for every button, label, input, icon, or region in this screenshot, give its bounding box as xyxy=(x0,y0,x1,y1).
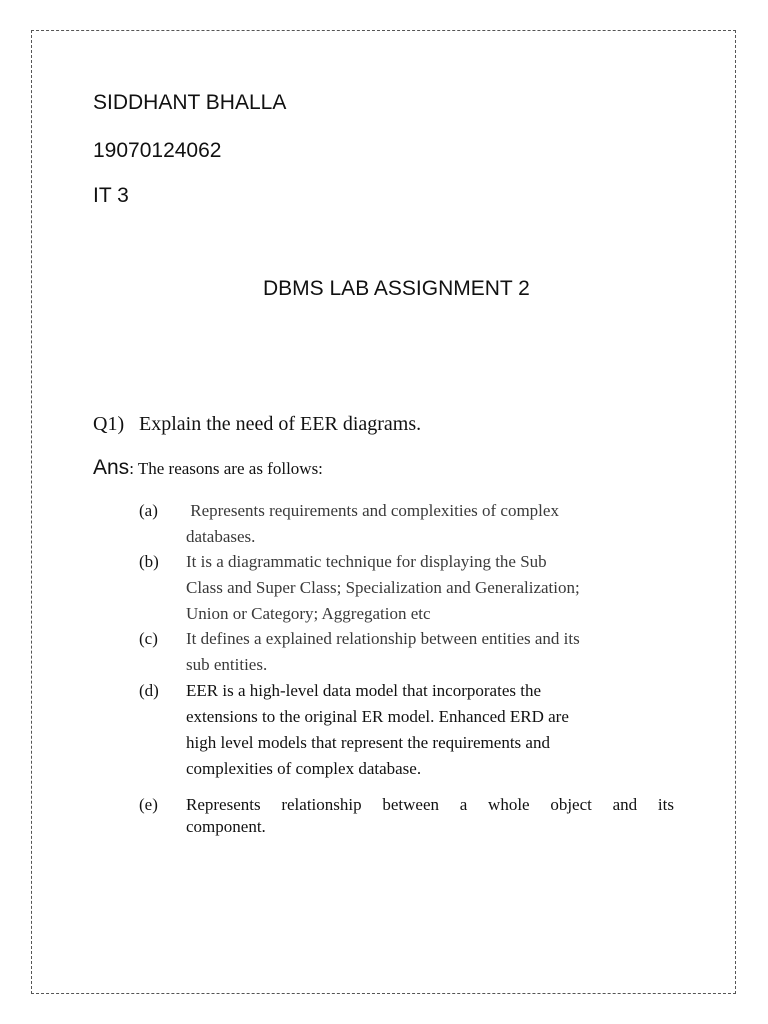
item-text xyxy=(186,549,686,627)
item-line: It defines a explained relationship between entities and its xyxy=(186,629,580,648)
item-marker: (c) xyxy=(139,629,158,648)
item-line: Class and Super Class; Specialization and Generalization; xyxy=(186,578,580,597)
item-marker: (e) xyxy=(139,795,158,814)
student-name: SIDDHANT BHALLA xyxy=(93,91,287,114)
item-line: Represents requirements and complexities of complex xyxy=(186,501,559,520)
answer-label: Ans xyxy=(93,456,130,479)
item-line: It is a diagrammatic technique for displaying the Sub xyxy=(186,552,547,571)
item-marker: (a) xyxy=(139,501,158,520)
item-text xyxy=(186,498,676,550)
item-text xyxy=(186,794,674,838)
item-line: databases. xyxy=(186,527,256,546)
item-line: component. xyxy=(186,817,266,836)
item-text xyxy=(186,626,686,678)
question xyxy=(93,411,421,437)
class-section: IT 3 xyxy=(93,184,129,207)
item-line: high level models that represent the requirements and xyxy=(186,733,550,752)
roll-number: 19070124062 xyxy=(93,139,222,162)
item-text xyxy=(186,678,686,782)
item-line: EER is a high-level data model that incorporates the xyxy=(186,681,541,700)
assignment-title: DBMS LAB ASSIGNMENT 2 xyxy=(263,277,530,300)
item-line: Represents relationship between a whole object and its xyxy=(186,795,674,814)
item-marker: (b) xyxy=(139,552,159,571)
answer-intro xyxy=(93,456,323,480)
item-line: complexities of complex database. xyxy=(186,759,422,778)
question-text: Explain the need of EER diagrams. xyxy=(139,413,422,435)
item-line: sub entities. xyxy=(186,655,268,674)
item-line: extensions to the original ER model. Enhanced ERD are xyxy=(186,707,569,726)
item-line: Union or Category; Aggregation etc xyxy=(186,604,431,623)
answer-intro-text: : The reasons are as follows: xyxy=(129,459,323,478)
question-number: Q1) xyxy=(93,413,125,435)
item-marker: (d) xyxy=(139,681,159,700)
